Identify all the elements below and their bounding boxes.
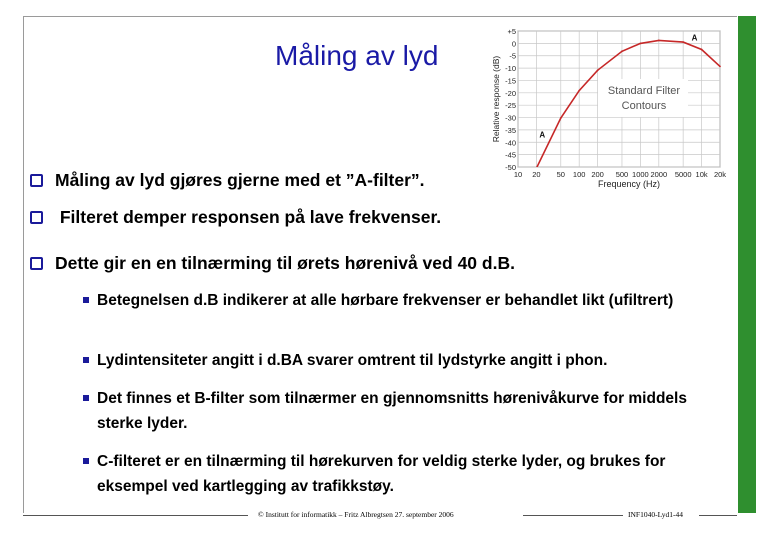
footer-page-id: INF1040-Lyd1-44	[628, 510, 683, 519]
footer	[23, 510, 737, 522]
x-tick-label: 100	[572, 170, 586, 179]
x-tick-label: 2000	[650, 170, 668, 179]
data-point	[578, 90, 580, 92]
y-tick-label: -30	[505, 113, 516, 123]
data-point	[658, 39, 660, 41]
x-tick-label: 500	[615, 170, 629, 179]
y-tick-label: -20	[505, 88, 516, 98]
data-point	[560, 117, 562, 119]
data-point	[597, 69, 599, 71]
sub-bullet-1-text: Betegnelsen d.B indikerer at alle hørbare frekvenser er behandlet likt (ufiltrert)	[97, 292, 674, 309]
sub-bullet-2	[97, 348, 717, 373]
x-tick-label: 1000	[632, 170, 649, 179]
square-bullet-icon	[83, 357, 89, 363]
x-tick-label: 10	[513, 170, 523, 179]
legend-line-1: Standard Filter	[607, 85, 681, 97]
curve-label-bottom: A	[539, 130, 546, 140]
y-axis-label: Relative response (dB)	[491, 55, 501, 143]
sub-bullet-1	[97, 288, 717, 313]
a-filter-chart	[486, 24, 750, 194]
data-point	[701, 49, 703, 51]
checkbox-bullet-icon	[30, 257, 43, 270]
sub-bullet-2-text: Lydintensiteter angitt i d.BA svarer omtrent til lydstyrke angitt i phon.	[97, 352, 608, 369]
x-axis-label: Frequency (Hz)	[597, 179, 661, 189]
sub-bullet-4-text: C-filteret er en tilnærming til hørekurven for veldig sterke lyder, og brukes for eksempel ved kartlegging av trafikkstøy.	[97, 453, 666, 495]
checkbox-bullet-icon	[30, 211, 43, 224]
y-tick-label: 0	[511, 39, 516, 49]
y-tick-label: -5	[509, 51, 516, 61]
y-tick-label: -10	[505, 64, 516, 74]
square-bullet-icon	[83, 458, 89, 464]
checkbox-bullet-icon	[30, 174, 43, 187]
legend-line-2: Contours	[621, 100, 667, 112]
footer-rule	[523, 515, 623, 516]
square-bullet-icon	[83, 395, 89, 401]
y-tick-label: +5	[507, 27, 516, 36]
y-tick-label: -35	[505, 125, 516, 135]
x-tick-label: 200	[591, 170, 604, 179]
data-point	[639, 42, 641, 44]
y-tick-label: -25	[505, 101, 516, 111]
sub-bullet-3	[97, 386, 717, 436]
sub-bullet-3-text: Det finnes et B-filter som tilnærmer en gjennomsnitts hørenivåkurve for middels sterke lyder.	[97, 390, 687, 432]
data-point	[682, 41, 684, 43]
y-tick-label: -45	[505, 150, 516, 160]
x-tick-label: 5000	[674, 170, 692, 179]
x-tick-label: 20k	[713, 170, 727, 179]
square-bullet-icon	[83, 297, 89, 303]
bullet-1	[30, 170, 425, 191]
x-tick-label: 20	[532, 170, 541, 179]
data-point	[621, 50, 623, 52]
bullet-3-text: Dette gir en en tilnærming til ørets hørenivå ved 40 d.B.	[55, 253, 515, 273]
y-tick-label: -50	[505, 163, 516, 172]
footer-rule	[23, 515, 248, 516]
x-tick-label: 10k	[695, 170, 708, 179]
slide-frame-left	[23, 16, 24, 513]
data-point	[719, 65, 721, 67]
y-tick-label: -40	[505, 138, 516, 148]
footer-credit: © Institutt for informatikk – Fritz Albregtsen 27. september 2006	[258, 510, 454, 519]
footer-rule	[699, 515, 737, 516]
slide-frame-top	[23, 16, 737, 17]
curve-label-top: A	[691, 33, 698, 43]
y-tick-label: -15	[505, 76, 516, 86]
x-tick-label: 50	[556, 170, 565, 179]
slide-title: Måling av lyd	[275, 40, 439, 71]
bullet-3	[30, 253, 515, 274]
bullet-1-text: Måling av lyd gjøres gjerne med et ”A-filter”.	[55, 170, 425, 190]
bullet-2-text: Filteret demper responsen på lave frekvenser.	[55, 207, 442, 227]
bullet-2	[30, 207, 441, 228]
sub-bullet-4	[97, 449, 717, 499]
